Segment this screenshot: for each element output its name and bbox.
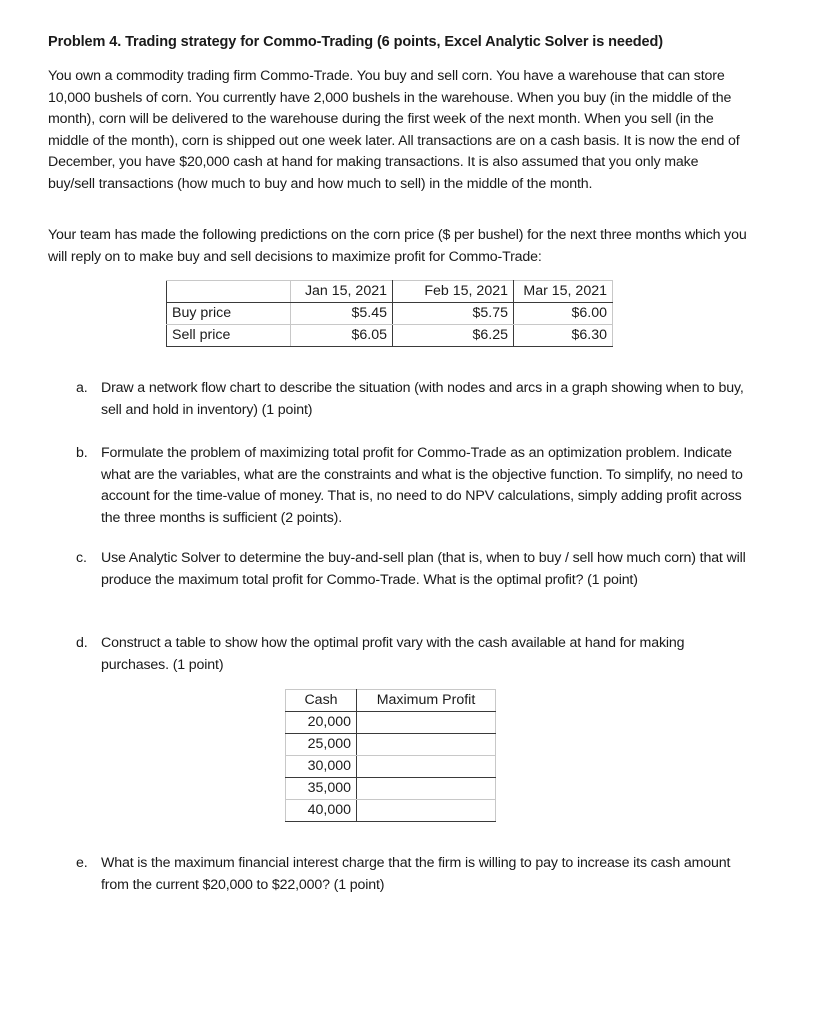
header-cell-max-profit: Maximum Profit [357, 690, 496, 712]
table-row [286, 800, 496, 822]
buy-price-mar: $6.00 [514, 303, 613, 325]
profit-value [357, 712, 496, 734]
profit-value [357, 734, 496, 756]
table-row [167, 303, 613, 325]
question-b [76, 443, 756, 529]
sell-price-feb: $6.25 [393, 325, 514, 347]
profit-value [357, 800, 496, 822]
question-text: Construct a table to show how the optimal profit vary with the cash available at hand for making purchases. (1 point) [101, 635, 685, 673]
problem-intro: You own a commodity trading firm Commo-Trade. You buy and sell corn. You have a warehouse that can store 10,000 bushels of corn. You currently have 2,000 bushels in the warehouse. When you buy (in the middle of the month), corn will be delivered to the warehouse during the first week of the next month. When you sell (in the middle of the month), corn is shipped out one week later. All transactions are on a cash basis. It is now the end of December, you have $20,000 cash at hand for making transactions. It is also assumed that you only make buy/sell transactions (how much to buy and how much to sell) in the middle of the month. [48, 68, 740, 192]
table-row [286, 756, 496, 778]
cash-value: 35,000 [286, 778, 357, 800]
header-cell-empty [167, 281, 291, 303]
table-header-row [286, 690, 496, 712]
question-label: b. [76, 445, 88, 461]
question-label: d. [76, 635, 88, 651]
question-label: e. [76, 855, 88, 871]
buy-price-feb: $5.75 [393, 303, 514, 325]
table-row [167, 325, 613, 347]
question-text: What is the maximum financial interest charge that the firm is willing to pay to increase its cash amount from the current $20,000 to $22,000? (1 point) [101, 855, 731, 893]
row-label-buy: Buy price [167, 303, 291, 325]
price-prediction-table [166, 280, 613, 347]
cash-value: 20,000 [286, 712, 357, 734]
question-text: Use Analytic Solver to determine the buy-and-sell plan (that is, when to buy / sell how much corn) that will produce the maximum total profit for Commo-Trade. What is the optimal profit? (1 point) [101, 550, 746, 588]
profit-value [357, 756, 496, 778]
question-text: Formulate the problem of maximizing total profit for Commo-Trade as an optimization problem. Indicate what are the variables, what are the constraints and what is the objective function. To simplify, no need to account for the time-value of money. That is, no need to do NPV calculations, simply adding profit across the three months is sufficient (2 points). [101, 445, 743, 526]
question-e [76, 853, 756, 896]
sell-price-mar: $6.30 [514, 325, 613, 347]
problem-title: Problem 4. Trading strategy for Commo-Trading (6 points, Excel Analytic Solver is needed) [48, 34, 664, 50]
table-row [286, 712, 496, 734]
cash-value: 25,000 [286, 734, 357, 756]
question-c [76, 548, 756, 591]
cash-profit-table [285, 689, 496, 822]
sell-price-jan: $6.05 [291, 325, 393, 347]
table-row [286, 734, 496, 756]
profit-value [357, 778, 496, 800]
cash-value: 40,000 [286, 800, 357, 822]
table-header-row [167, 281, 613, 303]
cash-value: 30,000 [286, 756, 357, 778]
buy-price-jan: $5.45 [291, 303, 393, 325]
question-a [76, 378, 756, 421]
row-label-sell: Sell price [167, 325, 291, 347]
question-text: Draw a network flow chart to describe the situation (with nodes and arcs in a graph showing when to buy, sell and hold in inventory) (1 point) [101, 380, 744, 418]
header-cell-jan: Jan 15, 2021 [291, 281, 393, 303]
header-cell-feb: Feb 15, 2021 [393, 281, 514, 303]
table-row [286, 778, 496, 800]
question-d [76, 633, 756, 676]
predictions-intro: Your team has made the following predictions on the corn price ($ per bushel) for the next three months which you will reply on to make buy and sell decisions to maximize profit for Commo-Trade: [48, 227, 747, 265]
header-cell-mar: Mar 15, 2021 [514, 281, 613, 303]
question-label: a. [76, 380, 88, 396]
question-label: c. [76, 550, 87, 566]
header-cell-cash: Cash [286, 690, 357, 712]
